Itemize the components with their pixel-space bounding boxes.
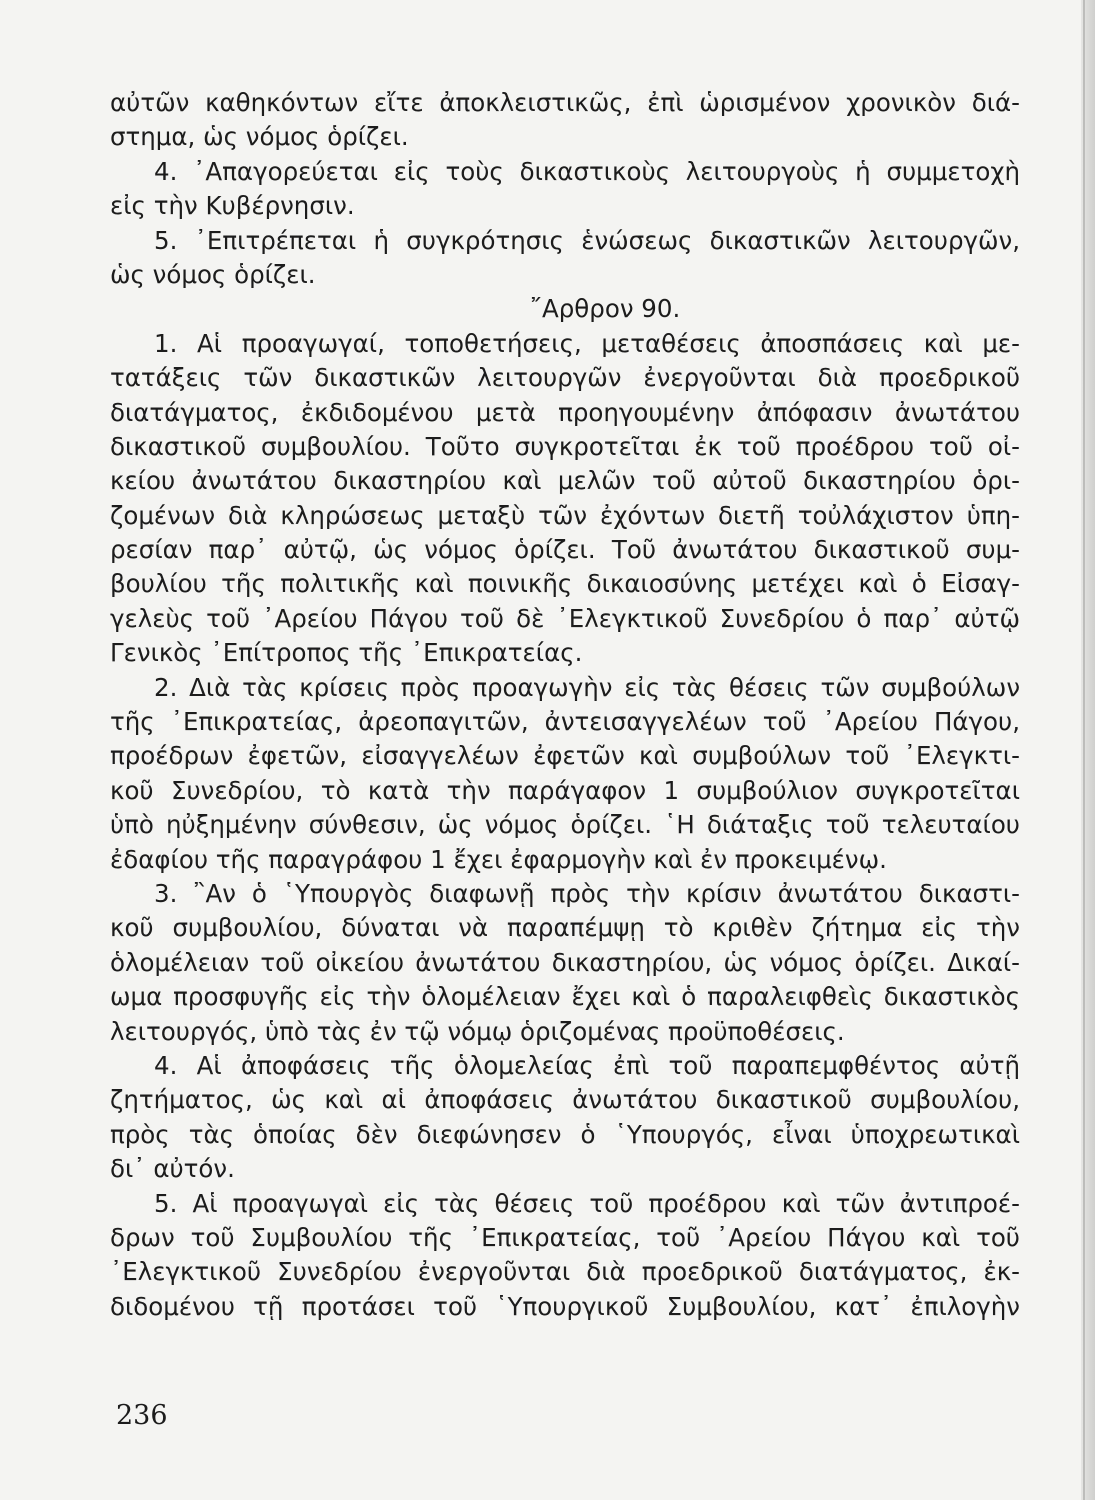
- text-line: 5. Αἱ προαγωγαὶ εἰς τὰς θέσεις τοῦ προέδρου καὶ τῶν ἀντιπροέ-: [154, 1188, 1020, 1218]
- text-line: δικαστικοῦ συμβουλίου. Τοῦτο συγκροτεῖται ἐκ τοῦ προέδρου τοῦ οἰ-: [110, 431, 1020, 461]
- text-line: δι᾿ αὐτόν.: [110, 1154, 235, 1184]
- text-line: διδομένου τῇ προτάσει τοῦ ῾Υπουργικοῦ Συμβουλίου, κατ᾿ ἐπιλογὴν: [110, 1291, 1020, 1321]
- text-line: ὑπὸ ηὐξημένην σύνθεσιν, ὡς νόμος ὁρίζει. ῾Η διάταξις τοῦ τελευταίου: [110, 810, 1020, 840]
- text-line: 2. Διὰ τὰς κρίσεις πρὸς προαγωγὴν εἰς τὰς θέσεις τῶν συμβούλων: [154, 672, 1020, 702]
- text-line: πρὸς τὰς ὁποίας δὲν διεφώνησεν ὁ ῾Υπουργός, εἶναι ὑποχρεωτικαὶ: [110, 1119, 1020, 1149]
- text-line: ἐδαφίου τῆς παραγράφου 1 ἔχει ἐφαρμογὴν καὶ ἐν προκειμένῳ.: [110, 844, 887, 874]
- text-line: βουλίου τῆς πολιτικῆς καὶ ποινικῆς δικαιοσύνης μετέχει καὶ ὁ Εἰσαγ-: [110, 569, 1020, 599]
- text-line: ρεσίαν παρ᾿ αὐτῷ, ὡς νόμος ὁρίζει. Τοῦ ἀνωτάτου δικαστικοῦ συμ-: [110, 535, 1020, 565]
- text-line: στημα, ὡς νόμος ὁρίζει.: [110, 122, 409, 152]
- text-line: κοῦ συμβουλίου, δύναται νὰ παραπέμψῃ τὸ κριθὲν ζήτημα εἰς τὴν: [110, 913, 1020, 943]
- document-body: [110, 86, 1020, 1324]
- text-line: Γενικὸς ᾿Επίτροπος τῆς ᾿Επικρατείας.: [110, 638, 583, 668]
- text-line: ᾿Ελεγκτικοῦ Συνεδρίου ἐνεργοῦνται διὰ προεδρικοῦ διατάγματος, ἐκ-: [110, 1257, 1020, 1287]
- text-line: εἰς τὴν Κυβέρνησιν.: [110, 191, 355, 221]
- text-line: 5. ᾿Επιτρέπεται ἡ συγκρότησις ἑνώσεως δικαστικῶν λειτουργῶν,: [154, 225, 1020, 255]
- text-line: προέδρων ἐφετῶν, εἰσαγγελέων ἐφετῶν καὶ συμβούλων τοῦ ᾿Ελεγκτι-: [110, 741, 1020, 771]
- text-line: τατάξεις τῶν δικαστικῶν λειτουργῶν ἐνεργοῦνται διὰ προεδρικοῦ: [110, 363, 1020, 393]
- text-line: γελεὺς τοῦ ᾿Αρείου Πάγου τοῦ δὲ ᾿Ελεγκτικοῦ Συνεδρίου ὁ παρ᾿ αὐτῷ: [110, 603, 1020, 633]
- text-line: 4. Αἱ ἀποφάσεις τῆς ὁλομελείας ἐπὶ τοῦ παραπεμφθέντος αὐτῇ: [154, 1050, 1020, 1080]
- text-line: 4. ᾿Απαγορεύεται εἰς τοὺς δικαστικοὺς λειτουργοὺς ἡ συμμετοχὴ: [154, 156, 1020, 186]
- text-line: αὐτῶν καθηκόντων εἴτε ἀποκλειστικῶς, ἐπὶ ὡρισμένον χρονικὸν διά-: [110, 88, 1020, 117]
- text-line: κοῦ Συνεδρίου, τὸ κατὰ τὴν παράγαφον 1 συμβούλιον συγκροτεῖται: [110, 775, 1020, 805]
- article-heading: ῎Αρθρον 90.: [529, 294, 681, 324]
- text-line: τῆς ᾿Επικρατείας, ἀρεοπαγιτῶν, ἀντεισαγγελέων τοῦ ᾿Αρείου Πάγου,: [110, 707, 1020, 737]
- text-line: κείου ἀνωτάτου δικαστηρίου καὶ μελῶν τοῦ αὐτοῦ δικαστηρίου ὁρι-: [110, 466, 1020, 496]
- text-line: ζομένων διὰ κληρώσεως μεταξὺ τῶν ἐχόντων διετῆ τοὐλάχιστον ὑπη-: [110, 500, 1020, 530]
- text-line: λειτουργός, ὑπὸ τὰς ἐν τῷ νόμῳ ὁριζομένας προϋποθέσεις.: [110, 1016, 845, 1046]
- text-line: ωμα προσφυγῆς εἰς τὴν ὁλομέλειαν ἔχει καὶ ὁ παραλειφθεὶς δικαστικὸς: [110, 982, 1020, 1012]
- text-line: ζητήματος, ὡς καὶ αἱ ἀποφάσεις ἀνωτάτου δικαστικοῦ συμβουλίου,: [110, 1085, 1020, 1115]
- text-line: δρων τοῦ Συμβουλίου τῆς ᾿Επικρατείας, τοῦ ᾿Αρείου Πάγου καὶ τοῦ: [110, 1222, 1020, 1252]
- page-number: 236: [116, 1400, 168, 1431]
- text-line: 3. ῍Αν ὁ ῾Υπουργὸς διαφωνῇ πρὸς τὴν κρίσιν ἀνωτάτου δικαστι-: [154, 878, 1020, 908]
- text-line: ὡς νόμος ὁρίζει.: [110, 259, 316, 289]
- page-edge-line: [1083, 0, 1085, 1500]
- text-line: διατάγματος, ἐκδιδομένου μετὰ προηγουμένην ἀπόφασιν ἀνωτάτου: [110, 397, 1020, 427]
- text-line: 1. Αἱ προαγωγαί, τοποθετήσεις, μεταθέσεις ἀποσπάσεις καὶ με-: [154, 328, 1020, 358]
- text-line: ὁλομέλειαν τοῦ οἰκείου ἀνωτάτου δικαστηρίου, ὡς νόμος ὁρίζει. Δικαί-: [110, 947, 1020, 977]
